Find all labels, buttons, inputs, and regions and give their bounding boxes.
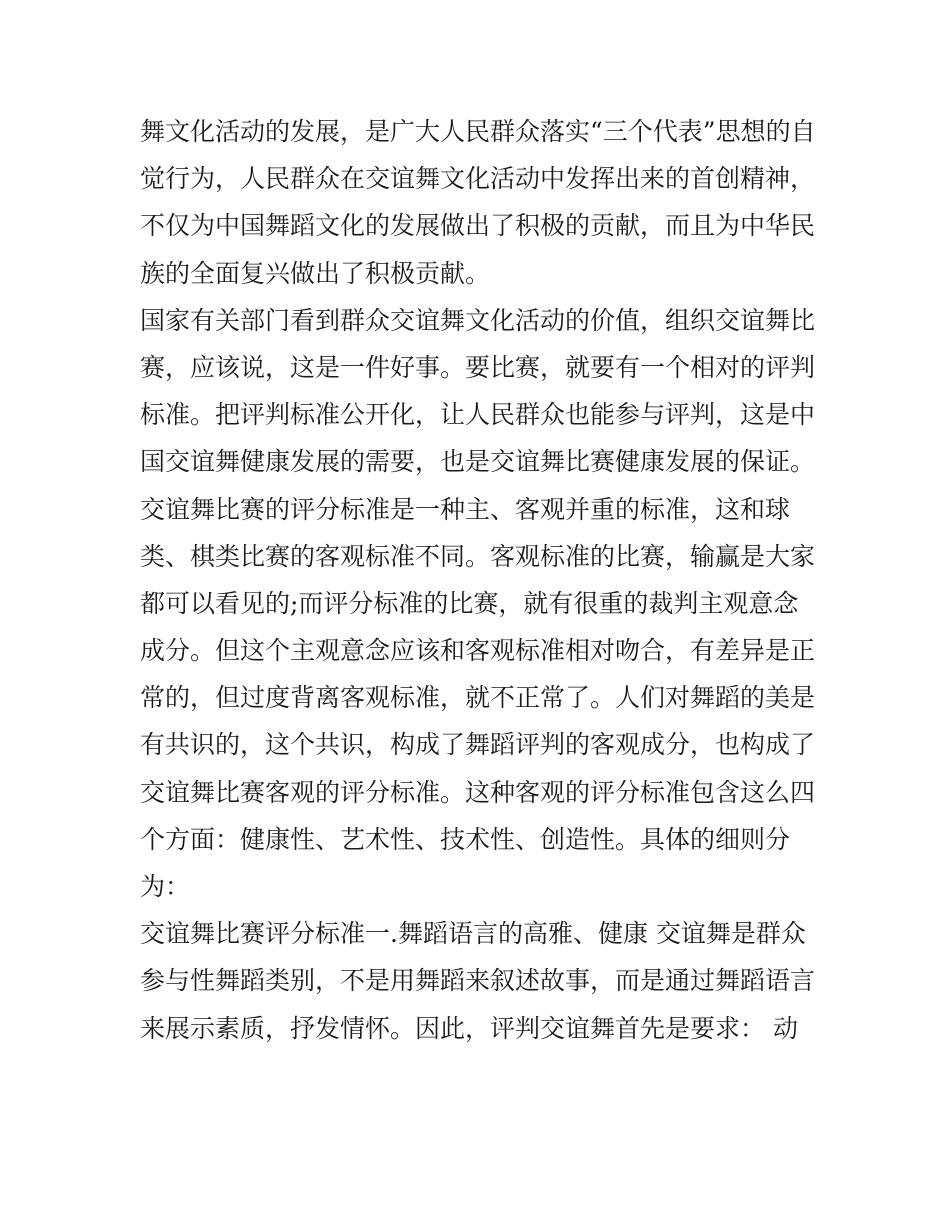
- text-line: 来展示素质，抒发情怀。因此，评判交谊舞首先是要求： 动: [140, 1013, 798, 1043]
- text-line: 成分。但这个主观意念应该和客观标准相对吻合，有差异是正: [140, 636, 816, 666]
- text-line: 参与性舞蹈类别，不是用舞蹈来叙述故事，而是通过舞蹈语言: [140, 966, 816, 996]
- text-line: 不仅为中国舞蹈文化的发展做出了积极的贡献，而且为中华民: [140, 211, 816, 241]
- text-line: 觉行为，人民群众在交谊舞文化活动中发挥出来的首创精神，: [140, 164, 816, 194]
- text-line: 类、棋类比赛的客观标准不同。客观标准的比赛，输赢是大家: [140, 541, 816, 571]
- text-line: 有共识的，这个共识，构成了舞蹈评判的客观成分，也构成了: [140, 730, 816, 760]
- text-line: 为：: [140, 872, 191, 901]
- text-line: 国家有关部门看到群众交谊舞文化活动的价值，组织交谊舞比: [140, 305, 816, 335]
- text-line: 族的全面复兴做出了积极贡献。: [140, 258, 491, 288]
- text-line: 国交谊舞健康发展的需要，也是交谊舞比赛健康发展的保证。: [140, 447, 816, 477]
- text-line: 个方面：健康性、艺术性、技术性、创造性。具体的细则分: [140, 824, 791, 854]
- text-line: 赛，应该说，这是一件好事。要比赛，就要有一个相对的评判: [140, 352, 816, 382]
- body-text: [140, 108, 820, 1052]
- text-line: 标准。把评判标准公开化，让人民群众也能参与评判，这是中: [140, 400, 816, 430]
- text-line: 交谊舞比赛评分标准一.舞蹈语言的高雅、健康 交谊舞是群众: [140, 919, 806, 949]
- text-line: 都可以看见的;而评分标准的比赛，就有很重的裁判主观意念: [140, 588, 799, 618]
- text-line: 舞文化活动的发展，是广大人民群众落实“三个代表”思想的自: [140, 117, 816, 146]
- text-line: 交谊舞比赛客观的评分标准。这种客观的评分标准包含这么四: [140, 777, 816, 807]
- text-line: 常的，但过度背离客观标准，就不正常了。人们对舞蹈的美是: [140, 683, 816, 713]
- text-line: 交谊舞比赛的评分标准是一种主、客观并重的标准，这和球: [140, 494, 791, 524]
